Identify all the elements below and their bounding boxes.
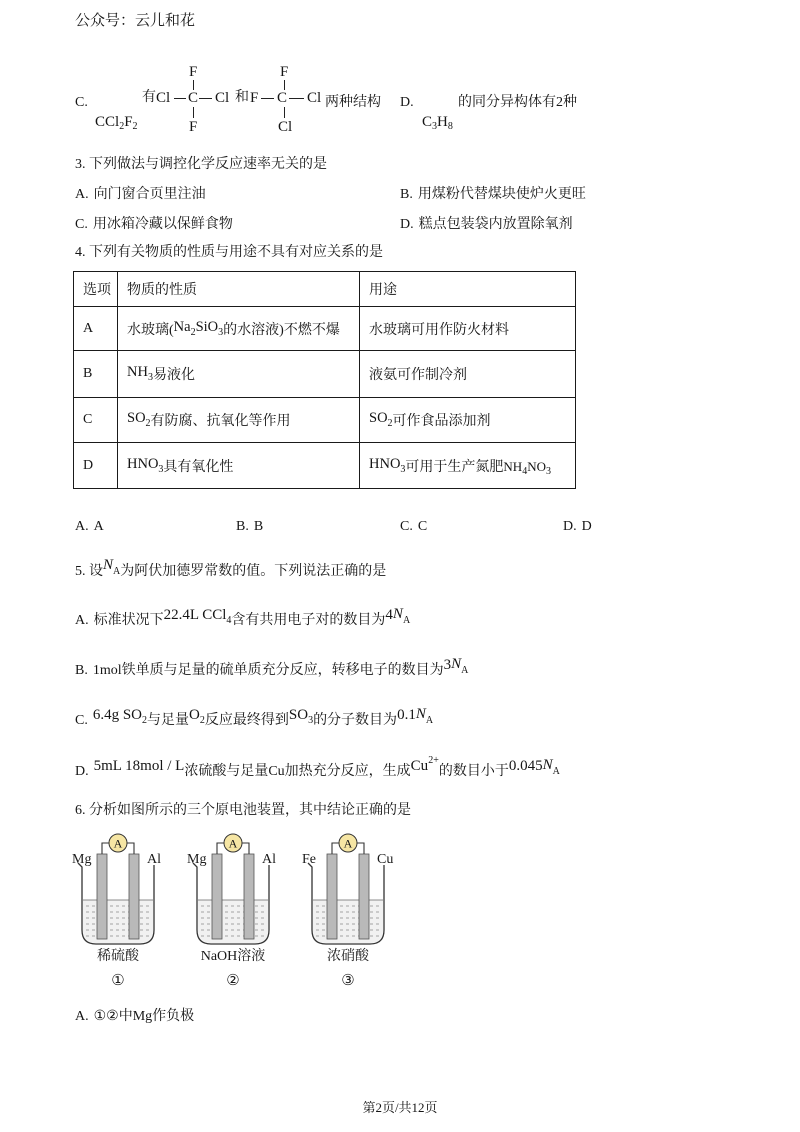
text-segment: 的数目小于: [438, 764, 509, 779]
text-segment: 2: [119, 121, 125, 132]
text-segment: 5mL 18mol / L: [93, 758, 185, 774]
q5-option-a: [75, 606, 411, 630]
cell-use: [360, 443, 576, 489]
q5-option-b: [75, 656, 469, 680]
text-segment: 具有氧化性: [163, 459, 234, 475]
electrolyte-label: NaOH溶液: [200, 949, 266, 964]
option-text: ①②中Mg作负极: [93, 1009, 195, 1024]
structure-1-center-atom: C: [188, 90, 199, 106]
right-electrode-label: Al: [147, 852, 161, 867]
text-segment: N: [451, 656, 462, 672]
structure-1-left-atom: Cl: [156, 90, 171, 106]
option-label: D.: [75, 764, 89, 779]
text-segment: 3: [443, 657, 452, 673]
q5-option-c: [75, 706, 434, 730]
text-segment: NO: [527, 458, 546, 474]
text-segment: O: [189, 707, 200, 723]
option-label: A.: [75, 519, 89, 534]
right-electrode-label: Cu: [377, 852, 394, 867]
text-segment: 2: [142, 715, 148, 726]
option-text: 向门窗合页里注油: [93, 187, 206, 202]
structure-2-bond-down: [284, 107, 285, 118]
galvanic-cell: [72, 834, 161, 989]
option-label: A.: [75, 187, 89, 202]
q6-option-a: [75, 1009, 194, 1025]
page-number: 第2页/共12页: [362, 1100, 438, 1115]
ammeter-label: A: [228, 836, 238, 851]
header-option: 选项: [74, 272, 118, 307]
table-row: [74, 351, 576, 398]
text-segment: HNO: [127, 455, 159, 472]
text-segment: 3: [400, 463, 406, 475]
text-segment: 3: [158, 463, 164, 475]
text-segment: 3: [432, 121, 438, 132]
account-watermark: 公众号：云儿和花: [75, 13, 196, 29]
header-use: 用途: [360, 272, 576, 307]
text-segment: 2: [387, 418, 393, 429]
electrolyte-label: 浓硝酸: [327, 949, 369, 964]
text-segment: 标准状况下: [93, 613, 164, 628]
left-electrode-label: Mg: [187, 852, 207, 867]
cell-property: [118, 443, 360, 489]
text-segment: 0.045: [508, 758, 543, 774]
structure-1-bond-right: [199, 98, 212, 99]
text-segment: F: [124, 114, 133, 130]
text-segment: 8: [447, 121, 453, 132]
text-segment: 的分子数目为: [313, 713, 398, 728]
option-text: B: [253, 519, 264, 534]
property-use-table: [73, 271, 576, 489]
option-label: D.: [563, 519, 577, 534]
text-segment: 0.1: [397, 707, 416, 723]
text-segment: 3: [147, 372, 153, 383]
text-segment: N: [415, 706, 426, 722]
q3-option-b: [400, 187, 586, 203]
option-label: B.: [236, 519, 249, 534]
right-electrode-label: Al: [262, 852, 276, 867]
text-segment: 4: [522, 465, 528, 477]
text-segment: 3: [218, 326, 224, 338]
text-segment: 浓硫酸与足量Cu加热充分反应，生成: [184, 764, 411, 779]
option-text: C: [417, 519, 428, 534]
q4-answer-d: [563, 519, 592, 535]
table-row: [74, 398, 576, 443]
right-electrode: [359, 854, 369, 939]
text-segment: C: [422, 114, 433, 130]
option-d-label: D.: [400, 95, 414, 110]
text-segment: 2+: [428, 755, 439, 766]
right-electrode: [129, 854, 139, 939]
q3-stem: 3. 下列做法与调控化学反应速率无关的是: [75, 157, 327, 172]
q4-answer-a: [75, 519, 104, 535]
option-text: 糕点包装袋内放置除氧剂: [418, 217, 573, 232]
option-text: [92, 656, 469, 678]
cell-use: [360, 398, 576, 443]
text-segment: 22.4L CCl: [163, 607, 227, 623]
q3-option-a: [75, 187, 206, 203]
text-segment: SO: [369, 410, 388, 426]
text-segment: 易液化: [152, 368, 195, 383]
structure-1-bond-up: [193, 80, 194, 90]
option-d-tail: 的同分异构体有2种: [458, 95, 577, 110]
formula-c3h8: [422, 114, 453, 132]
right-electrode: [244, 854, 254, 939]
structure-2-top-atom: F: [280, 64, 289, 80]
text-segment: HNO: [369, 455, 401, 472]
text-segment: 可用于生产氮肥: [405, 459, 504, 475]
structure-2-center-atom: C: [277, 90, 288, 106]
structure-2-right-atom: Cl: [307, 90, 322, 106]
text-segment: N: [392, 606, 403, 622]
electrolyte-liquid: [198, 900, 268, 943]
option-label: A.: [75, 613, 89, 628]
option-text: [93, 755, 560, 779]
electrolyte-liquid: [83, 900, 153, 943]
option-label: B.: [400, 187, 413, 202]
text-segment: Na: [173, 318, 191, 335]
text-segment: 反应最终得到: [204, 713, 289, 728]
text-segment: H: [437, 114, 448, 130]
cell-option: A: [74, 307, 118, 351]
structure-2-bond-up: [284, 80, 285, 90]
structure-1-right-atom: Cl: [215, 90, 230, 106]
text-segment: 2: [199, 715, 205, 726]
q5-stem: [75, 557, 387, 581]
text-segment: A: [113, 566, 121, 577]
text-segment: N: [103, 557, 114, 573]
text-segment: A: [461, 665, 469, 676]
cell-number: ②: [226, 973, 240, 989]
text-segment: SiO: [195, 318, 219, 335]
cell-option: B: [74, 351, 118, 398]
left-electrode-label: Fe: [302, 852, 316, 867]
table-header-row: [74, 272, 576, 307]
structure-2-bond-right: [289, 98, 304, 99]
cell-use: [360, 351, 576, 398]
text-segment: 4: [226, 615, 232, 626]
option-label: D.: [400, 217, 414, 232]
option-label: B.: [75, 663, 88, 678]
text-segment: 2: [132, 121, 138, 132]
text-segment: A: [552, 766, 560, 777]
left-electrode: [97, 854, 107, 939]
cell-property: [118, 307, 360, 351]
option-text: 用冰箱冷藏以保鲜食物: [92, 217, 233, 232]
text-segment: 水玻璃可用作防火材料: [369, 322, 509, 338]
option-text: 用煤粉代替煤块使炉火更旺: [417, 187, 586, 202]
structure-2-bottom-atom: Cl: [278, 119, 293, 135]
structure-1-top-atom: F: [189, 64, 198, 80]
text-segment: 水玻璃(: [127, 322, 174, 338]
text-segment: A: [425, 715, 434, 726]
ammeter-label: A: [113, 836, 123, 851]
structure-2-bond-left: [261, 98, 274, 99]
option-c-label: C.: [75, 95, 88, 110]
electrolyte-label: 稀硫酸: [97, 949, 139, 964]
structure-2-left-atom: F: [250, 90, 259, 106]
q5-option-d: [75, 755, 560, 781]
option-text: D: [581, 519, 592, 534]
cell-option: D: [74, 443, 118, 489]
text-segment: 为阿伏加德罗常数的值。下列说法正确的是: [120, 564, 387, 579]
cell-property: [118, 351, 360, 398]
text-segment: 5. 设: [75, 564, 103, 579]
formula-ccl2f2: [95, 114, 138, 132]
text-segment: 2: [190, 326, 196, 338]
galvanic-cells-figure: [60, 830, 405, 995]
q4-answer-c: [400, 519, 427, 535]
q6-stem: 6. 分析如图所示的三个原电池装置，其中结论正确的是: [75, 803, 411, 818]
q3-option-c: [75, 217, 233, 233]
cell-number: ③: [341, 973, 355, 989]
structure-1-bond-down: [193, 107, 194, 118]
structure-1-bond-left: [174, 98, 186, 99]
cell-use: [360, 307, 576, 351]
option-label: C.: [400, 519, 413, 534]
galvanic-cell: [302, 834, 393, 989]
text-segment: NH: [503, 458, 523, 474]
text-segment: 6.4g SO: [92, 707, 143, 723]
text-segment: 与足量: [147, 713, 190, 728]
text-segment: 的水溶液)不燃不爆: [223, 322, 340, 338]
word-you: 有: [142, 90, 156, 105]
text-segment: 含有共用电子对的数目为: [231, 613, 386, 628]
cell-option: C: [74, 398, 118, 443]
q4-answer-b: [236, 519, 263, 535]
electrolyte-liquid: [313, 900, 383, 943]
option-c-tail: 两种结构: [325, 95, 381, 110]
text-segment: N: [542, 757, 553, 773]
text-segment: 2: [145, 418, 151, 429]
cell-number: ①: [111, 973, 125, 989]
text-segment: CCl: [95, 114, 120, 130]
q4-stem: 4. 下列有关物质的性质与用途不具有对应关系的是: [75, 245, 383, 260]
table-row: [74, 307, 576, 351]
text-segment: Cu: [410, 758, 429, 774]
option-label: A.: [75, 1009, 89, 1024]
cell-property: [118, 398, 360, 443]
text-segment: NH: [127, 364, 148, 380]
text-segment: 液氨可作制冷剂: [369, 368, 467, 383]
option-text: A: [93, 519, 104, 534]
text-segment: 1mol铁单质与足量的硫单质充分反应，转移电子的数目为: [92, 663, 444, 678]
left-electrode: [327, 854, 337, 939]
structure-1-bottom-atom: F: [189, 119, 198, 135]
header-property: 物质的性质: [118, 272, 360, 307]
option-label: C.: [75, 217, 88, 232]
option-text: [93, 606, 411, 628]
text-segment: 有防腐、抗氧化等作用: [150, 414, 291, 429]
text-segment: 可作食品添加剂: [392, 414, 491, 429]
text-segment: SO: [288, 707, 309, 723]
q3-option-d: [400, 217, 573, 233]
option-text: [92, 706, 434, 728]
table-row: [74, 443, 576, 489]
text-segment: 3: [545, 465, 551, 477]
option-label: C.: [75, 713, 88, 728]
text-segment: 3: [308, 715, 314, 726]
galvanic-cell: [187, 834, 276, 989]
text-segment: 4: [385, 607, 393, 623]
word-he: 和: [235, 90, 249, 105]
left-electrode: [212, 854, 222, 939]
left-electrode-label: Mg: [72, 852, 92, 867]
ammeter-label: A: [343, 836, 353, 851]
text-segment: A: [402, 615, 411, 626]
text-segment: SO: [127, 410, 146, 426]
